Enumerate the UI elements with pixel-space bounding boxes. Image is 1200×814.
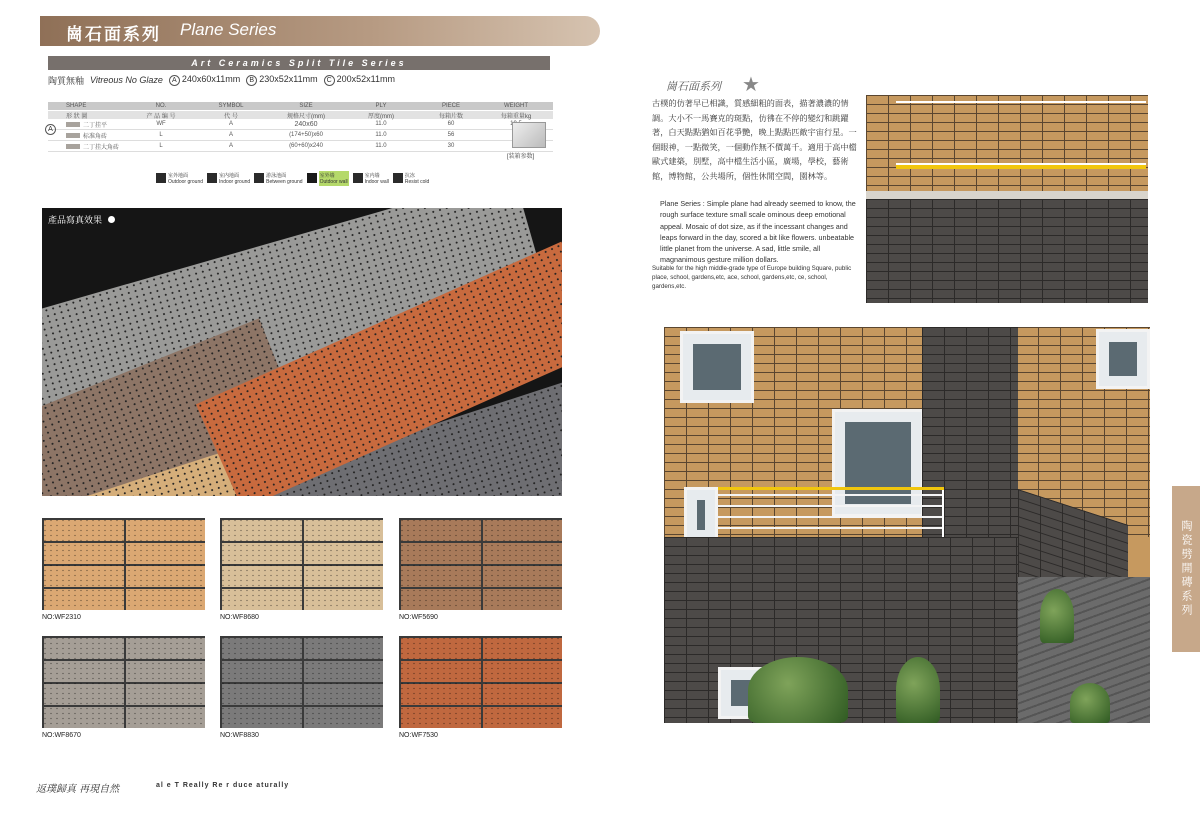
building-photo-top	[866, 95, 1148, 303]
description-cn: 古樸的仿著早已相識，質感細粗的面表，描著濃濃的情調。大小不一馬賽克的斑點，仿彿在不停的變幻和跳躍著，白天點點猶如百花爭艷，晚上點點匹敵宇宙行星。一個眼神，一點微笑，一個動作無不價萬千。適用于高中檔歐式建築，別墅，高中檔生活小區，廣場，學校，藝術館，博物館，公共場所，個性休閒空間，園林等。	[652, 98, 857, 181]
swatch-code: NO:WF7530	[399, 732, 438, 739]
plant	[1070, 683, 1110, 723]
row-mark: A	[45, 124, 56, 135]
swatch-wf5690	[399, 518, 562, 621]
table-cell: A	[228, 121, 233, 127]
table-cell: 11.0	[375, 121, 387, 127]
usage-label: 室外墙 Outdoor wall	[319, 172, 348, 185]
indoor-ground-icon	[207, 173, 217, 183]
swatch-code: NO:WF5690	[399, 614, 438, 621]
col-symbol-cn: 代 号	[224, 113, 238, 120]
plant	[896, 657, 940, 723]
table-cell: 56	[447, 132, 455, 138]
table-cell: 二丁挂平	[48, 120, 126, 129]
balcony-railing	[684, 490, 944, 538]
usage-label: 室内墙 Indoor wall	[364, 172, 389, 185]
spec-table	[48, 102, 553, 152]
usage-item	[393, 172, 429, 184]
table-row	[48, 119, 553, 130]
swatch-code: NO:WF2310	[42, 614, 81, 621]
usage-icons	[156, 172, 429, 184]
bullet-dot-icon	[108, 216, 115, 223]
table-subheader	[48, 111, 553, 119]
col-size: SIZE	[299, 103, 313, 109]
plant	[1040, 589, 1074, 643]
table-cell: A	[228, 132, 233, 138]
grey-brick-wall	[866, 199, 1148, 303]
description-en-usage: Suitable for the high middle-grade type of Europe building Square, public place, school, gardens,etc, ace, school, gardens,etc, ce, school, gardens,etc.	[652, 265, 852, 291]
size-b-value: 230x52x11mm	[259, 74, 318, 84]
size-b	[246, 74, 317, 86]
col-piece: PIECE	[441, 103, 460, 109]
brick-pattern	[220, 636, 383, 728]
wall-ledge	[866, 191, 1148, 199]
size-b-mark: B	[246, 75, 257, 86]
brick-pattern	[220, 518, 383, 610]
yellow-rail	[896, 165, 1146, 169]
col-shape-cn: 形 狀 圖	[66, 113, 88, 120]
table-cell: (174+50)x60	[289, 132, 323, 138]
size-a	[169, 74, 240, 86]
snowflake-icon	[393, 173, 403, 183]
col-size-cn: 规格尺寸(mm)	[287, 113, 325, 120]
star-icon: ★	[742, 74, 760, 96]
indoor-wall-icon	[353, 173, 363, 183]
pool-icon	[254, 173, 264, 183]
product-photo	[42, 208, 562, 496]
swatch-wf8670	[42, 636, 205, 739]
table-cell: 30	[447, 143, 455, 149]
swatch-code: NO:WF8680	[220, 614, 259, 621]
brick-pattern	[42, 636, 205, 728]
window	[1096, 329, 1150, 389]
table-cell: L	[159, 132, 163, 138]
col-no: NO.	[155, 103, 167, 109]
usage-label: 室内地面 Indoor ground	[219, 172, 251, 185]
size-c-value: 200x52x11mm	[336, 74, 396, 84]
footer-slogan-cn: 返璞歸真 再現自然	[36, 784, 120, 795]
music-note-railing	[896, 101, 1146, 165]
table-cell: WF	[156, 121, 166, 127]
swatch-code: NO:WF8830	[220, 732, 259, 739]
col-ply-cn: 厚度(mm)	[368, 113, 394, 120]
col-piece-cn: 每箱片数	[438, 113, 463, 120]
large-corner-tile-icon	[66, 144, 80, 149]
hero-label: 產品寫真效果	[48, 213, 115, 226]
brick-pattern	[42, 518, 205, 610]
brick-pattern	[399, 636, 562, 728]
usage-item	[307, 172, 349, 184]
usage-label: 游泳池面 Between ground	[266, 172, 303, 185]
page-title-en: Plane Series	[180, 20, 277, 39]
page-title-cn: 崗石面系列	[66, 25, 161, 45]
window	[680, 331, 754, 403]
swatch-wf8680	[220, 518, 383, 621]
table-header	[48, 102, 553, 110]
section-side-tab: 陶瓷劈開磚系列	[1172, 486, 1200, 652]
table-cell: 11.0	[375, 143, 387, 149]
size-c-mark: C	[324, 75, 335, 86]
usage-item	[353, 172, 389, 184]
outdoor-ground-icon	[156, 173, 166, 183]
table-cell: 60	[447, 121, 455, 127]
corner-tile-icon	[66, 133, 80, 138]
window	[684, 487, 718, 543]
table-row	[48, 130, 553, 141]
col-shape: SHAPE	[66, 103, 87, 109]
usage-label: 室外地面 Outdoor ground	[168, 172, 204, 185]
usage-item	[254, 172, 302, 184]
footer-slogan-en: al e T Really Re r duce aturally	[156, 782, 290, 789]
size-c	[324, 74, 395, 86]
usage-item	[207, 172, 250, 184]
spec-line	[48, 74, 558, 86]
series-bar: Art Ceramics Split Tile Series	[48, 56, 550, 70]
building-photo-main	[664, 327, 1150, 723]
table-cell: L	[159, 143, 163, 149]
header-band	[40, 16, 600, 46]
table-cell: 标准角砖	[48, 131, 126, 140]
usage-label: 抗冻 Resist cold	[404, 172, 430, 185]
swatch-wf2310	[42, 518, 205, 621]
swatch-wf7530	[399, 636, 562, 739]
table-cell: 11.0	[375, 132, 387, 138]
right-subtitle: 崗石面系列	[666, 80, 721, 93]
col-symbol: SYMBOL	[218, 103, 244, 109]
swatch-wf8830	[220, 636, 383, 739]
material-en: Vitreous No Glaze	[90, 75, 163, 85]
box-label: [装箱参数]	[507, 154, 535, 160]
size-a-value: 240x60x11mm	[181, 74, 241, 84]
swatch-code: NO:WF8670	[42, 732, 81, 739]
col-no-cn: 产 品 编 号	[146, 113, 176, 120]
table-cell: A	[228, 143, 233, 149]
outdoor-wall-icon	[307, 173, 317, 183]
table-cell: (60+60)x240	[289, 143, 323, 149]
shrub	[748, 657, 848, 723]
table-row	[48, 141, 553, 152]
table-cell: 240x60	[294, 120, 318, 128]
col-weight: WEIGHT	[504, 103, 528, 109]
usage-item	[156, 172, 203, 184]
carton-box-icon	[512, 122, 546, 148]
col-weight-cn: 每箱重量kg	[500, 113, 532, 120]
col-ply: PLY	[375, 103, 387, 109]
table-cell: 二丁挂大角砖	[48, 142, 126, 151]
brick-pattern	[399, 518, 562, 610]
material-cn: 陶質無釉	[48, 75, 85, 86]
size-a-mark: A	[169, 75, 180, 86]
description-en: Plane Series : Simple plane had already seemed to know, the rough surface texture small scale ominous deep emotional appeal. Mosaic of dot size, as if the incessant changes and leaps forward in the day, scored a bit like flowers. unbeatable little planet from the universe. A sad, little smile, all magnanimous gesture million dollars.	[660, 199, 856, 265]
tile-shape-icon	[66, 122, 80, 127]
